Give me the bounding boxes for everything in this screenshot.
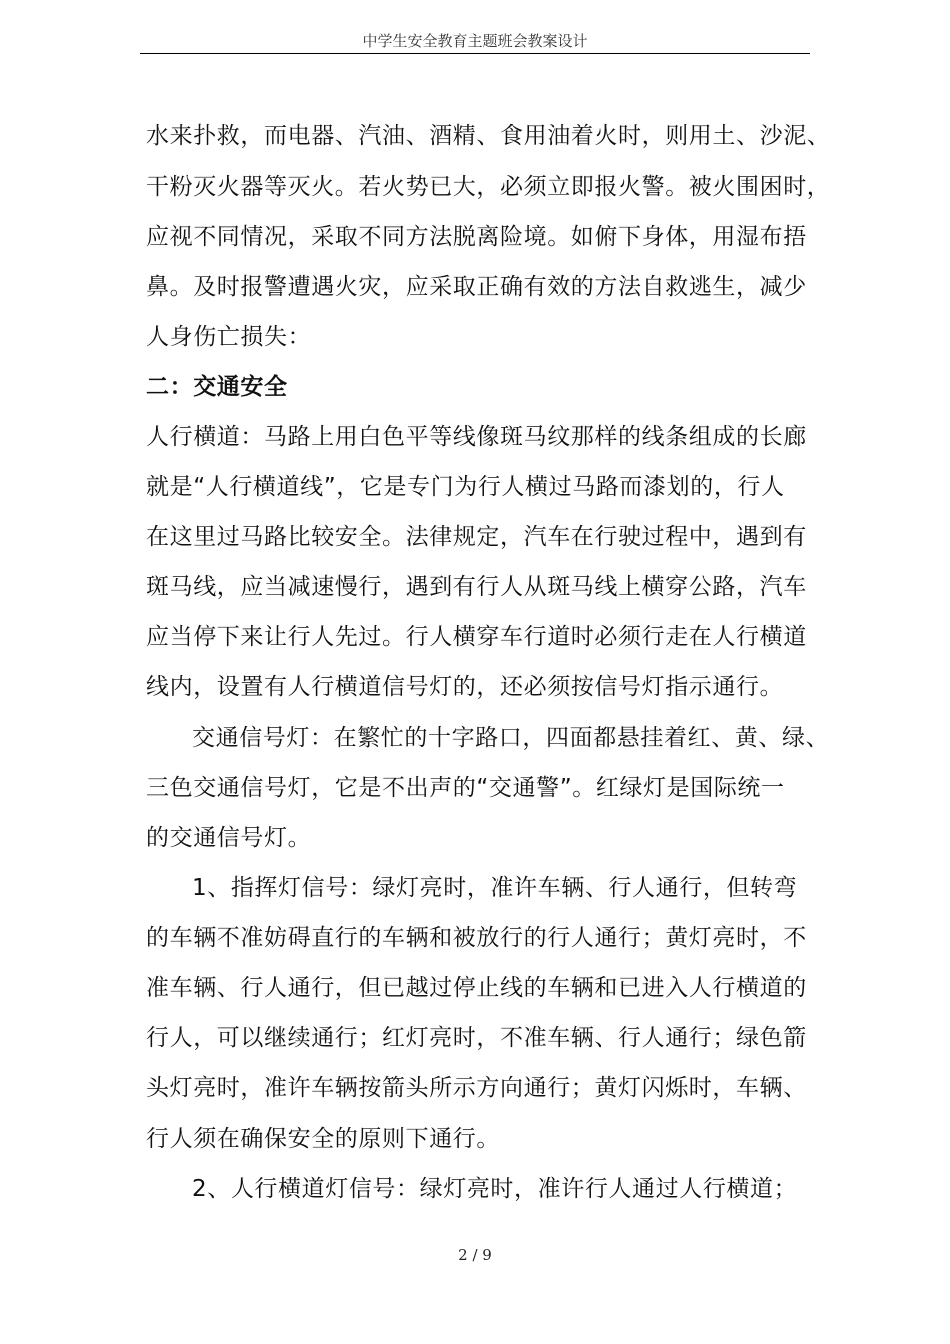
body-line: 水来扑救，而电器、汽油、酒精、食用油着火时，则用土、沙泥、 — [146, 123, 831, 149]
body-line: 就是“人行横道线”，它是专门为行人横过马路而漆划的，行人 — [146, 474, 785, 500]
body-line: 的车辆不准妨碍直行的车辆和被放行的行人通行；黄灯亮时，不 — [146, 925, 807, 951]
body-line: 在这里过马路比较安全。法律规定，汽车在行驶过程中，遇到有 — [146, 524, 807, 550]
body-line: 人行横道：马路上用白色平等线像斑马纹那样的线条组成的长廊 — [146, 424, 807, 450]
body-line: 1、指挥灯信号：绿灯亮时，准许车辆、行人通行，但转弯 — [192, 875, 798, 901]
header-divider — [140, 53, 810, 54]
body-line: 鼻。及时报警遭遇火灾，应采取正确有效的方法自救逃生，减少 — [146, 274, 807, 300]
body-line: 头灯亮时，准许车辆按箭头所示方向通行；黄灯闪烁时，车辆、 — [146, 1075, 807, 1101]
body-line: 交通信号灯：在繁忙的十字路口，四面都悬挂着红、黄、绿、 — [192, 725, 830, 751]
body-line: 行人，可以继续通行；红灯亮时，不准车辆、行人通行；绿色箭 — [146, 1025, 807, 1051]
body-line: 的交通信号灯。 — [146, 825, 312, 851]
body-line: 准车辆、行人通行，但已越过停止线的车辆和已进入人行横道的 — [146, 975, 807, 1001]
body-line: 干粉灭火器等灭火。若火势已大，必须立即报火警。被火围困时， — [146, 174, 831, 200]
page-number: 2 / 9 — [458, 1246, 492, 1264]
page-header-title: 中学生安全教育主题班会教案设计 — [362, 32, 588, 50]
body-line: 线内，设置有人行横道信号灯的，还必须按信号灯指示通行。 — [146, 674, 784, 700]
body-line: 人身伤亡损失： — [146, 324, 312, 350]
section-heading: 二：交通安全 — [146, 374, 288, 400]
body-line: 行人须在确保安全的原则下通行。 — [146, 1126, 500, 1152]
body-line: 应当停下来让行人先过。行人横穿车行道时必须行走在人行横道 — [146, 624, 807, 650]
body-line: 斑马线，应当减速慢行，遇到有行人从斑马线上横穿公路，汽车 — [146, 574, 807, 600]
body-line: 2、人行横道灯信号：绿灯亮时，准许行人通过人行横道； — [192, 1176, 798, 1202]
body-line: 三色交通信号灯，它是不出声的“交通警”。红绿灯是国际统一 — [146, 775, 785, 801]
body-line: 应视不同情况，采取不同方法脱离险境。如俯下身体，用湿布捂 — [146, 224, 807, 250]
